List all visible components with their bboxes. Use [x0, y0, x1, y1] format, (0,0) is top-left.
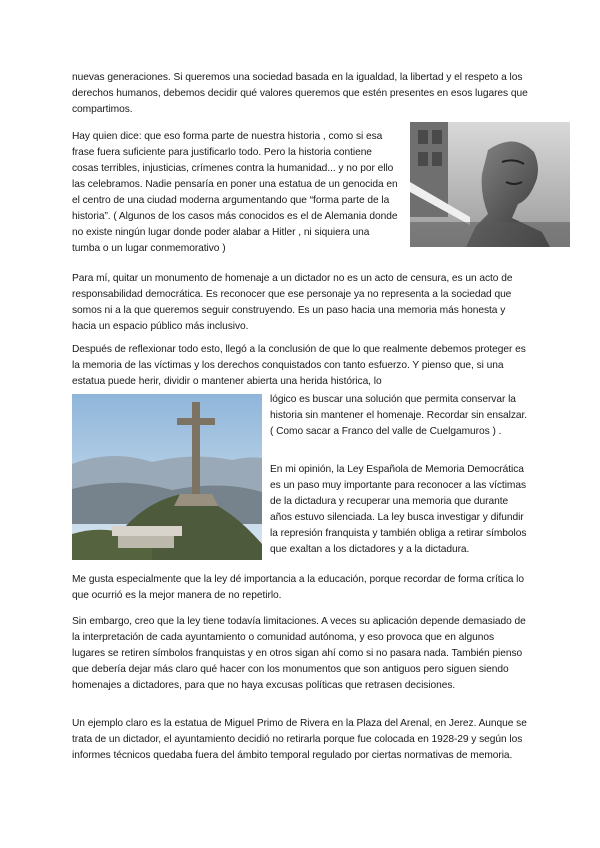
paragraph-5: En mi opinión, la Ley Española de Memoria Democrática es un paso muy importante para reconocer a las víctimas de la dictadura y recuperar una memoria que durante años estuvo silenciada. La ley busca investigar y difundir la represión franquista y también obliga a retirar símbolos que exaltan a los dictadores y a la dictadura. [270, 464, 527, 555]
paragraph-6: Me gusta especialmente que la ley dé importancia a la educación, porque recordar de forma crítica lo que ocurrió es la mejor manera de no repetirlo. [72, 574, 524, 601]
paragraph-8: Un ejemplo claro es la estatua de Miguel Primo de Rivera en la Plaza del Arenal, en Jerez. Aunque se trata de un dictador, el ayuntamiento decidió no retirarla porque fue colocada en 1928-29 y según los informes técnicos quedaba fuera del ámbito temporal regulado por ciertas normativas de memoria. [72, 718, 527, 761]
valley-cross-photo [72, 394, 262, 560]
paragraph-7: Sin embargo, creo que la ley tiene todavía limitaciones. A veces su aplicación depende demasiado de la interpretación de cada ayuntamiento o comunidad autónoma, y eso provoca que en algunos lugares se retiren símbolos franquistas y en otros sigan ahí como si no pasara nada. También pienso que debería dejar más claro qué hacer con los monumentos que son antiguos pero siguen siendo homenajes a dictadores, para que no haya excusas políticas que retrasen decisiones. [72, 616, 526, 691]
paragraph-3: Para mí, quitar un monumento de homenaje a un dictador no es un acto de censura, es un acto de responsabilidad democrática. Es reconocer que ese personaje ya no representa a la sociedad que somos ni a la que queremos seguir construyendo. Es un paso hacia una memoria más honesta y hacia un espacio público más inclusivo. [72, 273, 513, 332]
paragraph-4-continued: lógico es buscar una solución que permita conservar la historia sin mantener el homenaje. Recordar sin ensalzar.( Como sacar a Franco del valle de Cuelgamuros ) . [270, 394, 528, 437]
paragraph-4-intro: Después de reflexionar todo esto, llegó a la conclusión de que lo que realmente debemos proteger es la memoria de las víctimas y los derechos conquistados con tanto esfuerzo. Y pienso que, si una estatua puede herir, dividir o mantener abierta una herida histórica, lo [72, 344, 526, 387]
bust-statue-photo [410, 122, 570, 247]
paragraph-2: Hay quien dice: que eso forma parte de nuestra historia , como si esa frase fuera suficiente para justificarlo todo. Pero la historia contiene cosas terribles, injusticias, crímenes contra la humanidad... y no por ello las celebramos. Nadie pensaría en poner una estatua de un genocida en el centro de una ciudad moderna argumentando que “forma parte de la historia”. ( Algunos de los casos más conocidos es el de Alemania donde no existe ningún lugar donde poder alabar a Hitler , ni siquiera una tumba o un lugar conmemorativo ) [72, 131, 398, 254]
paragraph-1: nuevas generaciones. Si queremos una sociedad basada en la igualdad, la libertad y el respeto a los derechos humanos, debemos decidir qué valores queremos que estén presentes en esos lugares que compartimos. [72, 72, 528, 115]
